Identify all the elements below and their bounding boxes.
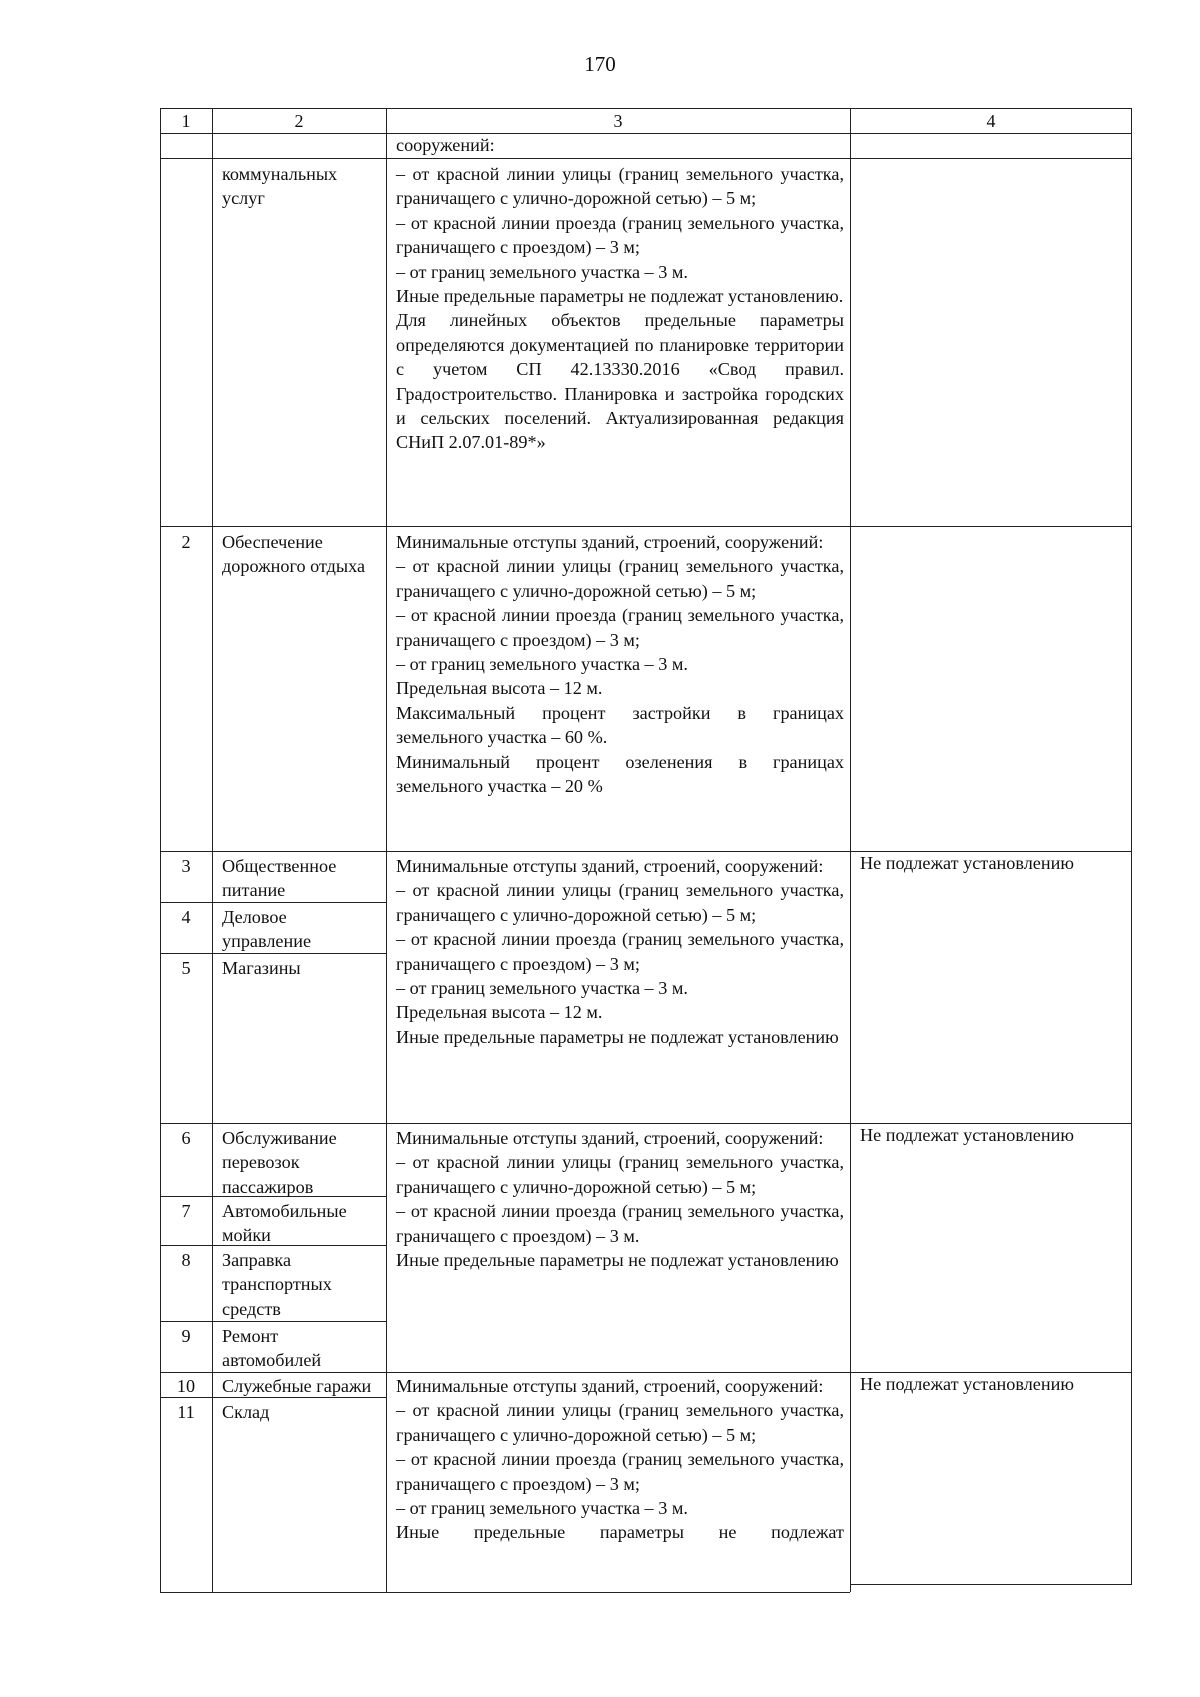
requirement-line: – от красной линии проезда (границ земельного участка, граничащего с проездом) – 3 м; [396,605,844,650]
row-name: Ремонт автомобилей [222,1326,322,1371]
header-col-1: 1 [181,111,191,131]
row-number: 3 [181,856,191,876]
row-number: 8 [181,1250,191,1270]
header-col-3: 3 [613,111,623,131]
requirement-line: – от красной линии проезда (границ земельного участка, граничащего с проездом) – 3 м; [396,1449,844,1494]
column-divider-3 [850,108,851,1592]
requirement-line: – от границ земельного участка – 3 м. [396,261,688,282]
row-number: 7 [181,1201,191,1221]
row-number: 9 [181,1326,191,1346]
row-name: Деловое управление [222,907,312,952]
row-name: Обеспечение дорожного отдыха [222,532,366,577]
table-border-bottom-right [850,1584,1132,1585]
requirement-line: Иные предельные параметры не подлежат установлению [396,1250,839,1271]
cont-name: коммунальных услуг [222,164,338,209]
requirement-line: Иные предельные параметры не подлежат установлению. [396,286,844,307]
row-name: Заправка транспортных средств [222,1250,332,1319]
row-other-params: Не подлежат установлению [860,1125,1074,1145]
cont-col3-top: сооружений: [396,135,495,155]
row-other-params: Не подлежат установлению [860,853,1074,873]
requirement-line: – от красной линии проезда (границ земельного участка, граничащего с проездом) – 3 м; [396,929,844,974]
row-requirements [396,1374,844,1545]
requirement-line: Для линейных объектов предельные параметры определяются документацией по планировке территории с учетом СП 42.13330.2016 «Свод правил. Градостроительство. Планировка и застройка городских и сельских поселений. Актуализированная редакция СНиП 2.07.01-89*» [396,310,844,453]
requirement-line: Минимальные отступы зданий, строений, сооружений: [396,856,824,876]
row-number: 4 [181,907,191,927]
row-name: Обслуживание перевозок пассажиров [222,1128,337,1197]
requirement-line: – от красной линии улицы (границ земельного участка, граничащего с улично-дорожной сетью) – 5 м; [396,164,844,209]
requirement-line: – от границ земельного участка – 3 м. [396,654,688,675]
table-border-top [160,108,1132,109]
column-divider-1 [212,108,213,1592]
row-name: Общественное питание [222,856,337,901]
requirement-line: – от красной линии проезда (границ земельного участка, граничащего с проездом) – 3 м; [396,212,844,258]
row-requirements [396,1126,844,1272]
row-number: 5 [181,958,191,978]
requirement-line: Иные предельные параметры не подлежат [396,1522,844,1543]
requirement-line: Предельная высота – 12 м. [396,678,603,699]
requirement-line: Минимальные отступы зданий, строений, сооружений: [396,1376,824,1396]
header-col-4: 4 [986,111,996,131]
row-name: Склад [222,1402,270,1422]
header-col-2: 2 [294,111,304,131]
regulations-table [160,108,1132,1592]
requirement-line: – от красной линии улицы (границ земельного участка, граничащего с улично-дорожной сетью) – 5 м; [396,1400,844,1445]
requirement-line: Минимальные отступы зданий, строений, сооружений: [396,1128,824,1148]
row-name: Магазины [222,958,301,978]
requirement-line: – от границ земельного участка – 3 м. [396,978,688,999]
row-other-params: Не подлежат установлению [860,1374,1074,1394]
requirement-line: Предельная высота – 12 м. [396,1002,603,1023]
row-requirements [396,854,844,1049]
row-divider [160,526,1132,527]
page-number: 170 [584,52,616,76]
row-number: 2 [181,532,191,552]
table-border-right [1131,108,1132,1584]
requirement-line: Иные предельные параметры не подлежат установлению [396,1026,839,1047]
cont-requirements [396,162,844,455]
row-name: Служебные гаражи [222,1376,372,1396]
row-number: 10 [176,1376,196,1396]
requirement-line: – от границ земельного участка – 3 м. [396,1498,688,1519]
row-requirements [396,530,844,798]
requirement-line: – от красной линии улицы (границ земельного участка, граничащего с улично-дорожной сетью) – 5 м; [396,556,844,601]
requirement-line: – от красной линии улицы (границ земельного участка, граничащего с улично-дорожной сетью) – 5 м; [396,1152,844,1197]
row-name: Автомобильные мойки [222,1201,347,1246]
table-border-bottom [160,1592,850,1593]
row-number: 6 [181,1128,191,1148]
requirement-line: – от красной линии улицы (границ земельного участка, граничащего с улично-дорожной сетью) – 5 м; [396,880,844,925]
requirement-line: – от красной линии проезда (границ земельного участка, граничащего с проездом) – 3 м. [396,1201,844,1246]
table-border-left [160,108,161,1592]
requirement-line: Минимальный процент озеленения в границах земельного участка – 20 % [396,751,844,797]
column-divider-2 [386,108,387,1592]
requirement-line: Минимальные отступы зданий, строений, сооружений: [396,532,824,552]
requirement-line: Максимальный процент застройки в границах земельного участка – 60 %. [396,702,844,748]
row-divider [160,158,1132,159]
row-number: 11 [177,1402,195,1422]
